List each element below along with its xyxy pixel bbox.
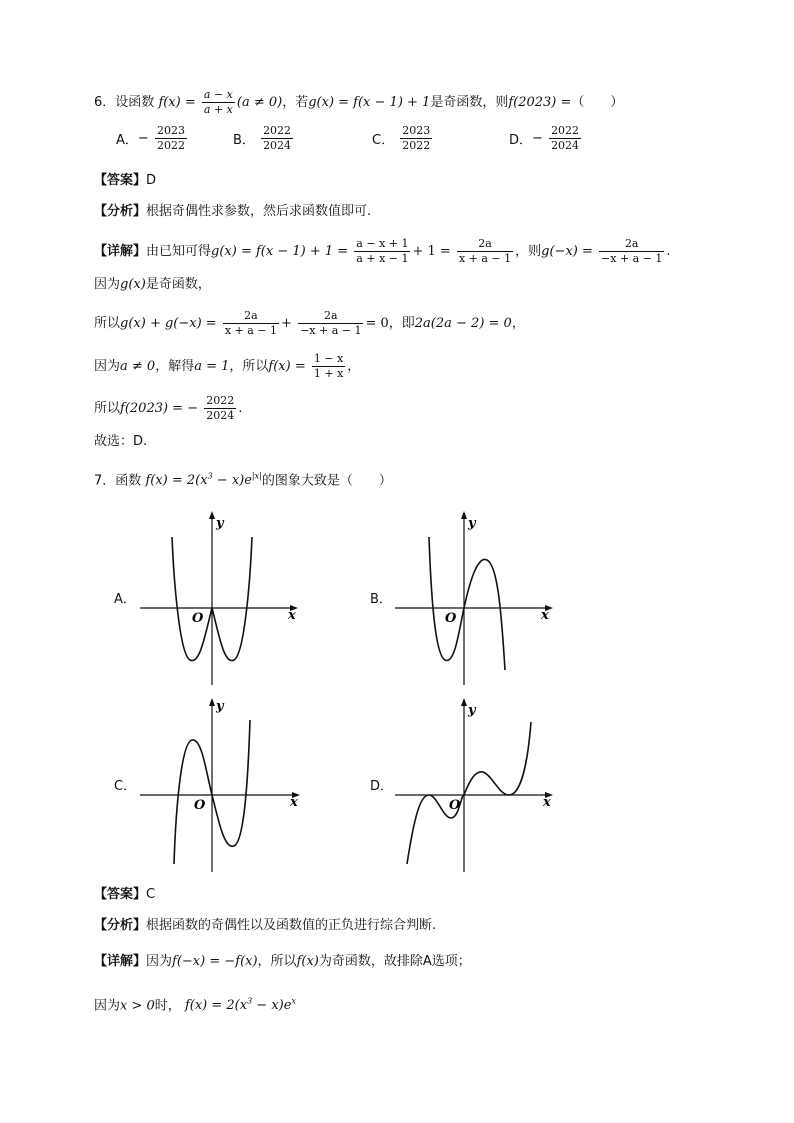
origin-label: O	[449, 798, 461, 813]
curve-d	[407, 722, 531, 864]
q7-detail-line-1: 【详解】因为f(−x) = −f(x)，所以f(x)为奇函数，故排除A选项；	[94, 954, 471, 969]
q7-graph-b	[385, 505, 565, 695]
y-axis-arrow	[461, 698, 467, 706]
curve-b	[429, 537, 505, 670]
x-label: x	[541, 608, 549, 623]
q6-option-a: A．− $\frac{2023}{2022}$	[116, 124, 185, 152]
q7-graph-d-label: D．	[370, 779, 394, 794]
q6-detail-line-1: 【详解】由已知可得g(x) = f(x − 1) + 1 = $\frac{a - x + 1}{a + x - 1}$ + 1 = $\frac{2a}{x + a - 1}$ ，则g(−x) = $\frac{2a}{-x + a - 1}$ .	[94, 237, 671, 265]
y-label: y	[216, 516, 224, 531]
y-axis-arrow	[209, 511, 215, 519]
q7-graph-a-label: A．	[114, 592, 136, 607]
q7-detail-line-2: 因为x > 0时， $f(x) = 2(x^3 - x)e^x$	[94, 997, 296, 1014]
q6-f-cond: (a ≠ 0)	[236, 95, 283, 110]
q6-analysis: 【分析】根据奇偶性求参数，然后求函数值即可.	[94, 204, 372, 219]
q6-paren: （ ）	[571, 95, 624, 110]
q6-option-b: B． $\frac{2022}{2024}$	[233, 124, 292, 152]
q6-conclusion: 故选：D.	[94, 434, 148, 449]
y-label: y	[216, 699, 224, 714]
y-label: y	[468, 703, 476, 718]
q6-detail-line-4: 因为a ≠ 0，解得a = 1，所以f(x) = $\frac{1 - x}{1 + x}$ ，	[94, 352, 361, 380]
q6-detail-line-2: 因为g(x)是奇函数，	[94, 277, 211, 292]
y-label: y	[468, 516, 476, 531]
q6-option-d: D．− $\frac{2022}{2024}$	[509, 124, 580, 152]
x-label: x	[543, 795, 551, 810]
x-label: x	[288, 608, 296, 623]
q6-stem: 6．设函数 f(x) = $\frac{a - x}{a + x}$ (a ≠ 0)，若g(x) = f(x − 1) + 1是奇函数，则f(2023) =（ ）	[94, 88, 624, 116]
q6-f-fraction: $\frac{a - x}{a + x}$	[203, 88, 233, 116]
q6-number: 6．	[94, 95, 116, 110]
q6-detail-line-3: 所以g(x) + g(−x) = $\frac{2a}{x + a - 1}$ + $\frac{2a}{-x + a - 1}$ = 0，即2a(2a − 2) = 0，	[94, 309, 525, 337]
q7-graph-d	[385, 692, 565, 882]
x-label: x	[290, 795, 298, 810]
q7-f-expr: $f(x) = 2(x^3 - x)e^{|x|}$	[145, 472, 262, 489]
q6-answer: 【答案】D	[94, 173, 157, 188]
q7-analysis: 【分析】根据函数的奇偶性以及函数值的正负进行综合判断.	[94, 918, 437, 933]
q7-stem: 7．函数 $f(x) = 2(x^3 - x)e^{|x|}$的图象大致是（ ）	[94, 472, 392, 489]
origin-label: O	[194, 798, 206, 813]
q6-detail-line-5: 所以f(2023) = − $\frac{2022}{2024}$ .	[94, 394, 243, 422]
origin-label: O	[445, 611, 457, 626]
y-axis-arrow	[209, 698, 215, 706]
q7-answer: 【答案】C	[94, 887, 156, 902]
q6-option-c: C． $\frac{2023}{2022}$	[372, 124, 431, 152]
q7-graph-a	[130, 505, 310, 695]
q7-graph-b-label: B．	[370, 592, 392, 607]
q6-g-expr: g(x) = f(x − 1) + 1	[308, 95, 431, 110]
q6-f-lhs: f(x) =	[158, 95, 196, 110]
q7-graph-c	[130, 692, 310, 882]
y-axis-arrow	[461, 511, 467, 519]
q7-graph-c-label: C．	[114, 779, 137, 794]
q6-ask: f(2023) =	[508, 95, 572, 110]
origin-label: O	[192, 611, 204, 626]
q7-number: 7．	[94, 473, 116, 489]
q6-stem-pre: 设函数	[115, 95, 155, 110]
